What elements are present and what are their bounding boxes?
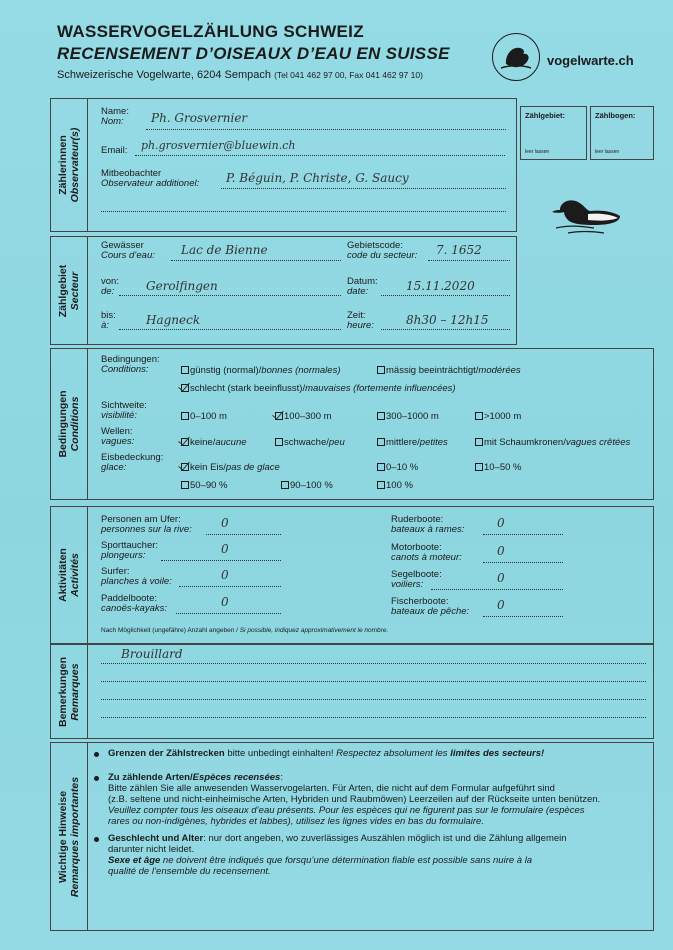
checkbox-icon[interactable]: [181, 412, 189, 420]
to-line: [119, 329, 341, 330]
time-field[interactable]: 8h30 – 12h15: [406, 313, 489, 327]
address-line: [57, 69, 423, 81]
hint-limits: Grenzen der Zählstrecken bitte unbedingt einhalten! Respectez absolument les limites des secteurs!: [108, 748, 545, 759]
activity-rowing: Ruderboote: bateaux à rames:: [391, 514, 465, 535]
code-field[interactable]: 7. 1652: [436, 243, 482, 257]
checkbox-icon[interactable]: [181, 463, 189, 471]
conditions-side-label: Bedingungen Conditions: [51, 349, 88, 499]
water-line: [171, 260, 341, 261]
remarks-line-3: [101, 699, 646, 700]
from-label: von: de:: [101, 276, 119, 297]
zaehlgebiet-box[interactable]: [520, 106, 587, 160]
activity-line-5: [483, 562, 563, 563]
activities-note: Nach Möglichkeit (ungefähre) Anzahl angeben / Si possible, indiquez approximativement le nombre.: [101, 627, 389, 634]
title-french: RECENSEMENT D’OISEAUX D’EAU EN SUISSE: [57, 44, 450, 63]
waves-option-2[interactable]: mittlere/petites: [377, 437, 448, 448]
activity-motor: Motorboote: canots à moteur:: [391, 542, 462, 563]
activity-fishing-value[interactable]: 0: [497, 598, 505, 612]
cond-option-good[interactable]: günstig (normal)/bonnes (normales): [181, 365, 341, 376]
to-label: bis: à:: [101, 310, 116, 331]
remarks-line-4: [101, 717, 646, 718]
leave-empty-note: leer lassen: [525, 149, 550, 155]
checkbox-icon[interactable]: [377, 366, 385, 374]
sector-side-label: Zählgebiet Secteur: [51, 237, 88, 344]
activities-side-label: Aktivitäten Activités: [51, 507, 88, 643]
address-text: Schweizerische Vogelwarte, 6204 Sempach: [57, 69, 272, 81]
activity-paddle: Paddelboote: canoës-kayaks:: [101, 593, 168, 614]
observers-section: [50, 98, 517, 232]
activity-motor-value[interactable]: 0: [497, 544, 505, 558]
zaehlbogen-label: Zählbogen:: [595, 111, 636, 120]
bullet-icon: [94, 837, 99, 842]
name-field[interactable]: Ph. Grosvernier: [151, 111, 248, 125]
bullet-icon: [94, 752, 99, 757]
hint-species: Zu zählende Arten/Espèces recensées: Bitte zählen Sie alle anwesenden Wasservogelarten. Für Arten, die nicht auf dem Formular aufgeführt sind (z.B. seltene und nicht-einheimische Arten, Hybriden und Raubmöwen) Leerzeilen auf der Rückseite unten benützen. Veuillez compter tous les oiseaux d’eau présents. Pour les espèces qui ne figurent pas sur le formulaire (espèces rares ou non-indigènes, hybrides et labbes), utilisez les lignes vides en bas du formulaire.: [108, 772, 601, 827]
cond-option-moderate[interactable]: mässig beeinträchtigt/modérées: [377, 365, 521, 376]
checkbox-icon[interactable]: [377, 438, 385, 446]
water-label: Gewässer Cours d’eau:: [101, 240, 155, 261]
vogelwarte-logo-icon: [492, 33, 540, 81]
co-observer-line-2: [101, 211, 506, 212]
code-label: Gebietscode: code du secteur:: [347, 240, 418, 261]
conditions-label: Bedingungen: Conditions:: [101, 354, 160, 375]
remarks-line-2: [101, 681, 646, 682]
checkbox-icon[interactable]: [377, 412, 385, 420]
co-observer-field[interactable]: P. Béguin, P. Christe, G. Saucy: [226, 171, 409, 185]
activity-line-7: [483, 616, 563, 617]
activity-line-0: [206, 534, 281, 535]
side-label-fr: Observateur(s): [69, 127, 81, 203]
to-field[interactable]: Hagneck: [146, 313, 201, 327]
activity-surfers-value[interactable]: 0: [221, 568, 229, 582]
activity-paddle-value[interactable]: 0: [221, 595, 229, 609]
ice-label: Eisbedeckung: glace:: [101, 452, 164, 473]
duck-illustration-icon: [548, 180, 628, 245]
co-observer-line: [221, 188, 506, 189]
ice-option-2[interactable]: 10–50 %: [475, 462, 522, 473]
time-line: [381, 329, 510, 330]
zaehlgebiet-label: Zählgebiet:: [525, 111, 566, 120]
remarks-field[interactable]: Brouillard: [121, 647, 183, 661]
observers-side-label: [51, 99, 88, 231]
remarks-side-label: Bemerkungen Remarques: [51, 645, 88, 738]
hint-sex-age: Geschlecht und Alter: nur dort angeben, wo zuverlässiges Auszählen möglich ist und die Zählung allgemein darunter nicht leidet. Sexe et âge ne doivent être indiqués que forsqu’une détermination fiable est possible sans nuire à la qualité de l’ensemble du recensement.: [108, 833, 567, 877]
name-label: Name: Nom:: [101, 106, 129, 127]
time-label: Zeit: heure:: [347, 310, 374, 331]
from-field[interactable]: Gerolfingen: [146, 279, 218, 293]
checkbox-icon[interactable]: [181, 481, 189, 489]
code-line: [428, 260, 510, 261]
side-label-de: Zählerinnen: [57, 135, 69, 195]
checkbox-icon[interactable]: [475, 412, 483, 420]
checkbox-icon[interactable]: [181, 384, 189, 392]
hints-section: [50, 742, 654, 931]
waves-label: Wellen: vagues:: [101, 426, 135, 447]
checkbox-icon[interactable]: [377, 481, 385, 489]
activity-line-3: [176, 613, 281, 614]
date-line: [381, 295, 510, 296]
phone-text: (Tel 041 462 97 00, Fax 041 462 97 10): [274, 70, 423, 80]
vis-option-3[interactable]: >1000 m: [475, 411, 521, 422]
cond-option-bad[interactable]: schlecht (stark beeinflusst)/mauvaises (fortemente influencées): [181, 383, 456, 394]
vis-option-2[interactable]: 300–1000 m: [377, 411, 439, 422]
activity-divers-value[interactable]: 0: [221, 542, 229, 556]
conditions-section: [50, 348, 654, 500]
remarks-section: [50, 644, 654, 739]
sector-section: [50, 236, 517, 345]
activity-rowing-value[interactable]: 0: [497, 516, 505, 530]
activity-fishing: Fischerboote: bateaux de pêche:: [391, 596, 470, 617]
activity-divers: Sporttaucher: plongeurs:: [101, 540, 159, 561]
checkbox-icon[interactable]: [281, 481, 289, 489]
co-observer-label: Mitbeobachter Observateur additionel:: [101, 168, 200, 189]
ice-option-3[interactable]: 50–90 %: [181, 480, 228, 491]
vis-option-1[interactable]: 100–300 m: [275, 411, 332, 422]
name-line: [146, 129, 506, 130]
logo-text: vogelwarte.ch: [547, 53, 634, 68]
checkbox-icon[interactable]: [275, 438, 283, 446]
bullet-icon: [94, 776, 99, 781]
activity-line-6: [431, 589, 563, 590]
email-label: Email:: [101, 145, 128, 156]
checkbox-icon[interactable]: [181, 366, 189, 374]
water-field[interactable]: Lac de Bienne: [181, 243, 268, 257]
activity-line-1: [161, 560, 281, 561]
activities-section: [50, 506, 654, 644]
hints-side-label: Wichtige Hinweise Remarques importantes: [51, 743, 88, 930]
waves-option-1[interactable]: schwache/peu: [275, 437, 345, 448]
ice-option-5[interactable]: 100 %: [377, 480, 413, 491]
checkbox-icon[interactable]: [377, 463, 385, 471]
remarks-line-1: [101, 663, 646, 664]
date-label: Datum: date:: [347, 276, 378, 297]
zaehlbogen-box[interactable]: [590, 106, 654, 160]
email-field[interactable]: ph.grosvernier@bluewin.ch: [141, 139, 296, 152]
visibility-label: Sichtweite: visibilité:: [101, 400, 147, 421]
title-german: WASSERVOGELZÄHLUNG SCHWEIZ: [57, 22, 364, 41]
email-line: [135, 155, 505, 156]
date-field[interactable]: 15.11.2020: [406, 279, 475, 293]
ice-option-0[interactable]: kein Eis/pas de glace: [181, 462, 280, 473]
activity-line-2: [179, 586, 281, 587]
waves-option-0[interactable]: keine/aucune: [181, 437, 247, 448]
activity-shore-value[interactable]: 0: [221, 516, 229, 530]
checkbox-icon[interactable]: [181, 438, 189, 446]
checkbox-icon[interactable]: [275, 412, 283, 420]
ice-option-1[interactable]: 0–10 %: [377, 462, 418, 473]
from-line: [119, 295, 341, 296]
ice-option-4[interactable]: 90–100 %: [281, 480, 333, 491]
activity-shore: Personen am Ufer: personnes sur la rive:: [101, 514, 192, 535]
checkbox-icon[interactable]: [475, 438, 483, 446]
vis-option-0[interactable]: 0–100 m: [181, 411, 227, 422]
waves-option-3[interactable]: mit Schaumkronen/vagues crêtées: [475, 437, 630, 448]
activity-sail-value[interactable]: 0: [497, 571, 505, 585]
activity-line-4: [483, 534, 563, 535]
activity-surfers: Surfer: planches à voile:: [101, 566, 172, 587]
activity-sail: Segelboote: voiliers:: [391, 569, 442, 590]
checkbox-icon[interactable]: [475, 463, 483, 471]
leave-empty-note-2: leer lassen: [595, 149, 620, 155]
